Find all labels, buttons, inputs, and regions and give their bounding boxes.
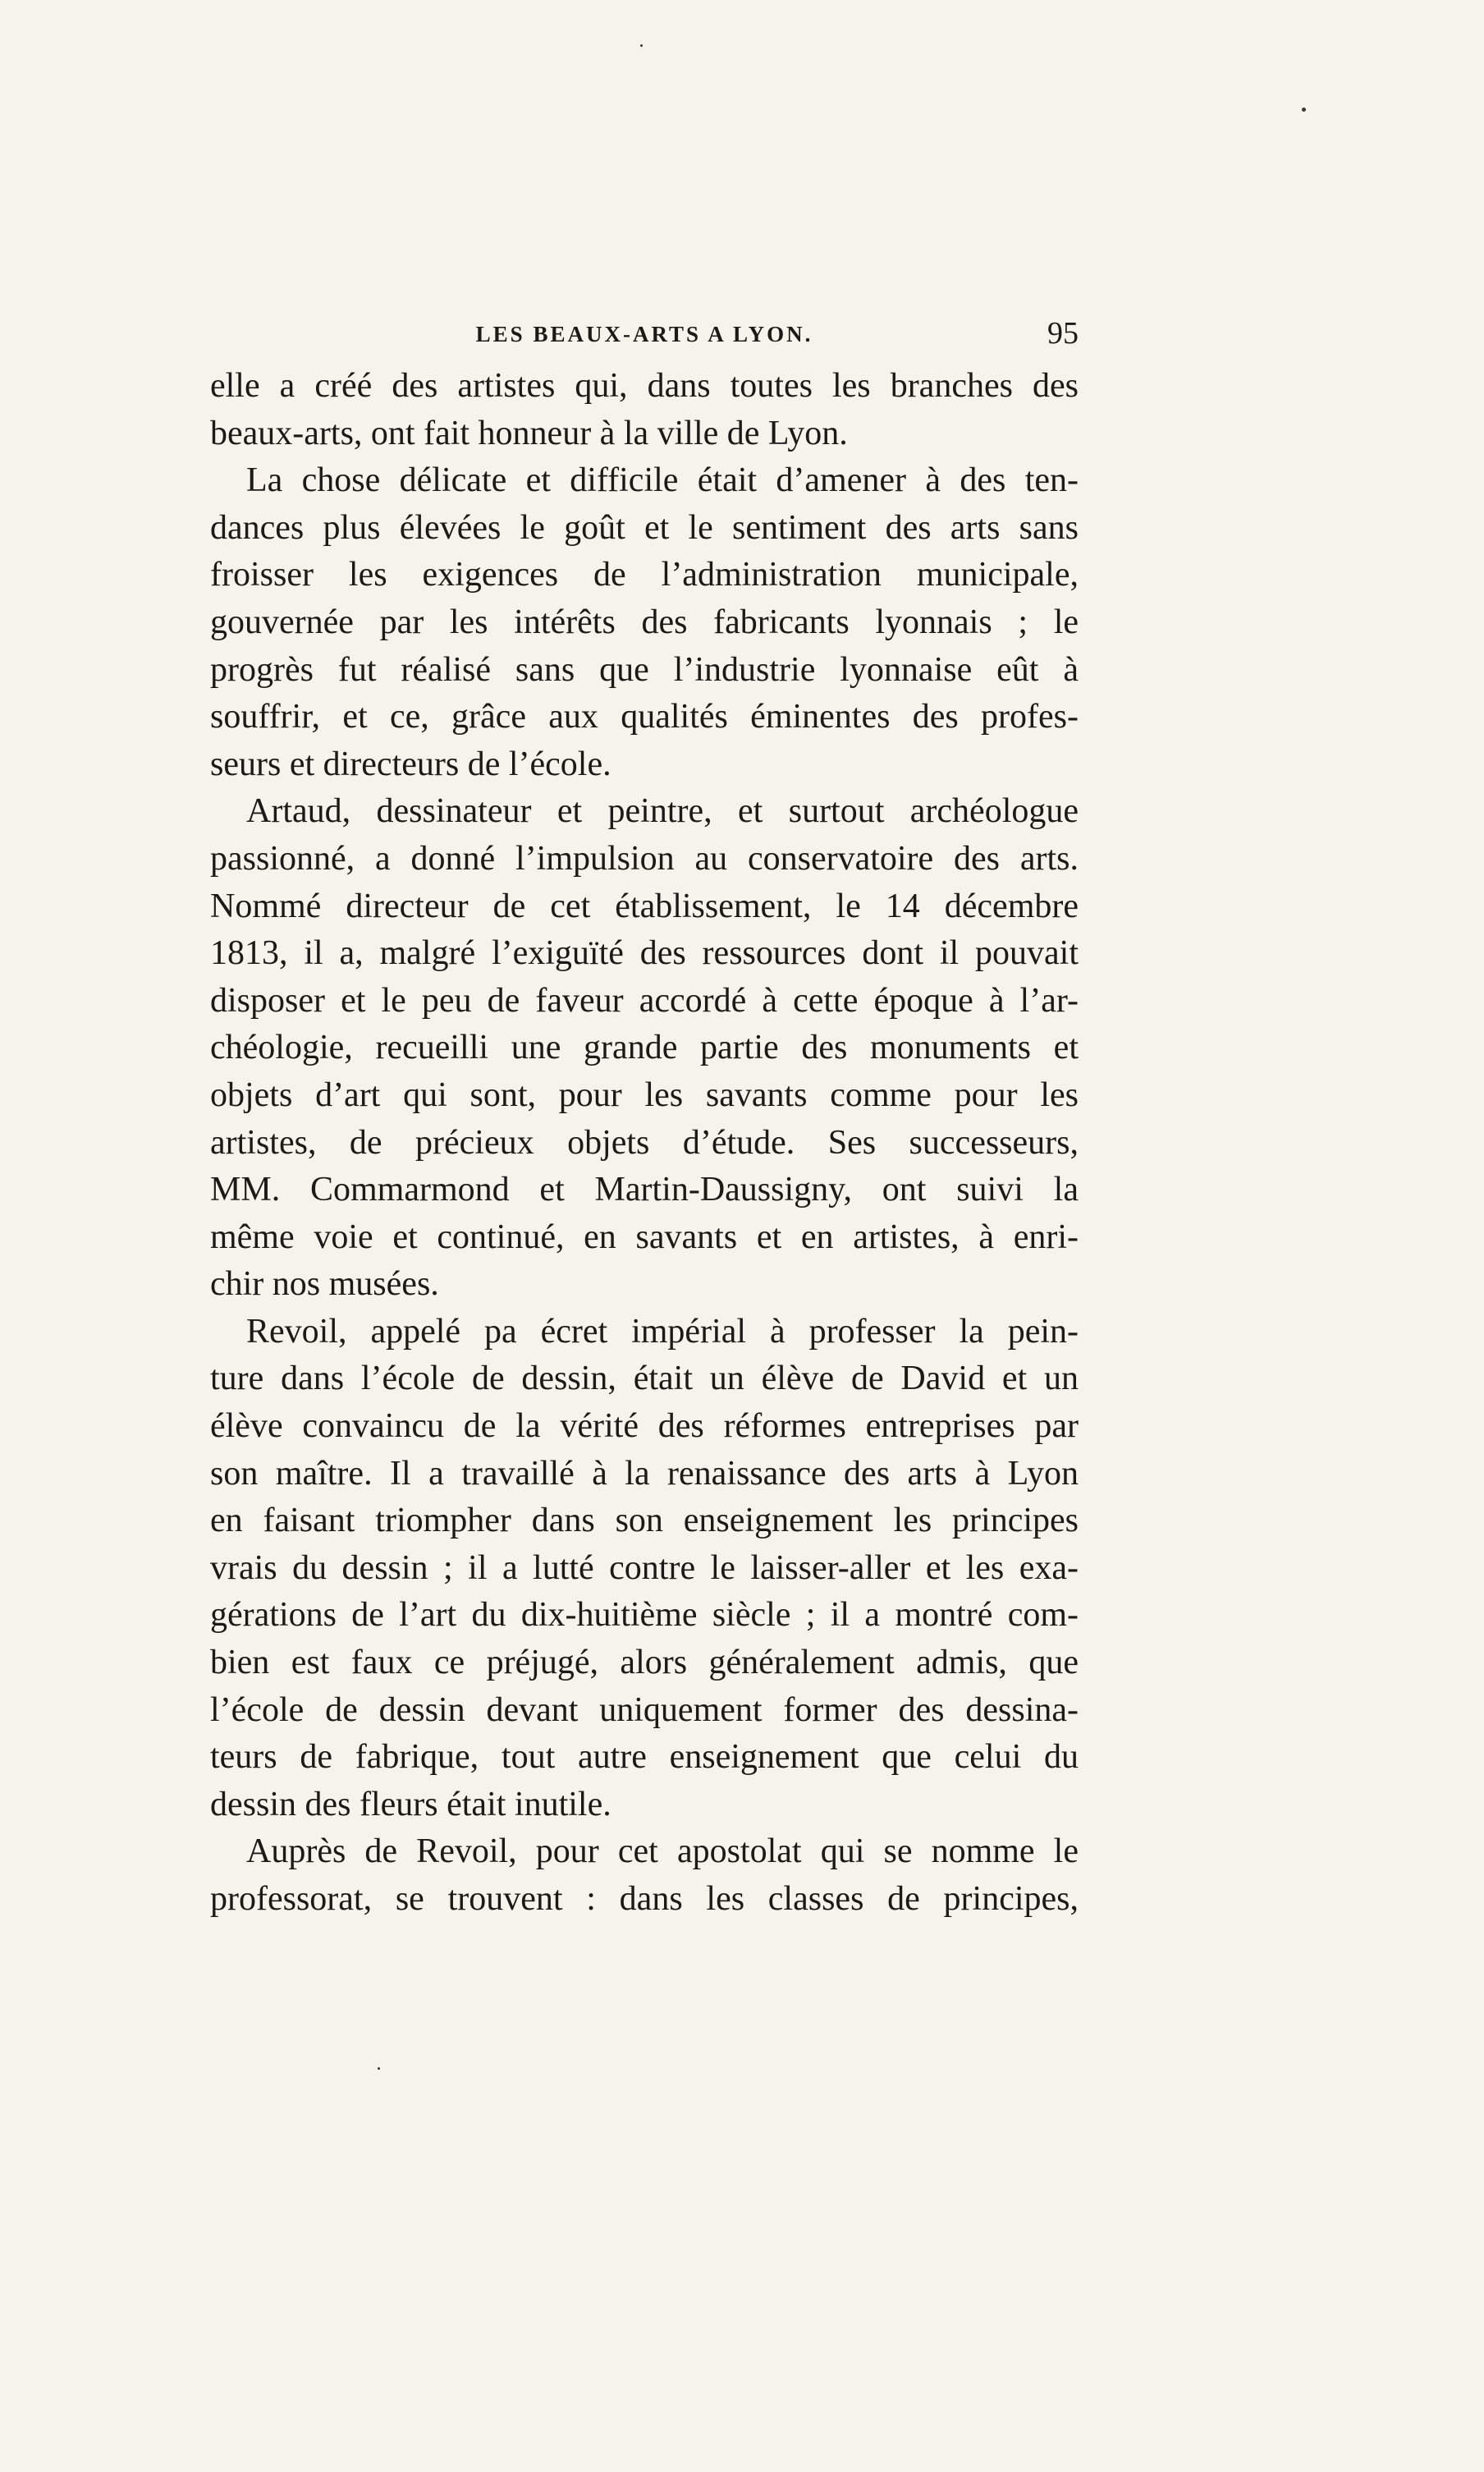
text-line: passionné, a donné l’impulsion au conservatoire des arts. (210, 839, 1079, 878)
text-line: disposer et le peu de faveur accordé à cette époque à l’ar- (210, 981, 1079, 1020)
text-line: MM. Commarmond et Martin-Daussigny, ont suivi la (210, 1171, 1079, 1209)
text-line: chéologie, recueilli une grande partie des monuments et (210, 1029, 1079, 1067)
text-line: même voie et continué, en savants et en artistes, à enri- (210, 1218, 1079, 1256)
text-line: seurs et directeurs de l’école. (210, 745, 611, 783)
text-line: froisser les exigences de l’administration municipale, (210, 556, 1079, 594)
text-line: bien est faux ce préjugé, alors généralement admis, que (210, 1644, 1079, 1682)
text-line: son maître. Il a travaillé à la renaissance des arts à Lyon (210, 1454, 1079, 1493)
page-header (210, 315, 1079, 358)
text-line: chir nos musées. (210, 1265, 439, 1304)
paper-speck (640, 44, 643, 47)
text-line: beaux-arts, ont fait honneur à la ville de Lyon. (210, 414, 848, 452)
body-text (210, 363, 1079, 1924)
text-line: elle a créé des artistes qui, dans toutes les branches des (210, 367, 1079, 405)
text-line: professorat, se trouvent : dans les classes de principes, (210, 1880, 1079, 1918)
text-line: objets d’art qui sont, pour les savants comme pour les (210, 1075, 1079, 1114)
text-line: en faisant triompher dans son enseignement les principes (210, 1502, 1079, 1540)
text-line: élève convaincu de la vérité des réformes entreprises par (210, 1407, 1079, 1446)
text-line: teurs de fabrique, tout autre enseignement que celui du (210, 1738, 1079, 1777)
text-line: progrès fut réalisé sans que l’industrie lyonnaise eût à (210, 650, 1079, 689)
text-line: dessin des fleurs était inutile. (210, 1785, 611, 1823)
text-line: ture dans l’école de dessin, était un élève de David et un (210, 1360, 1079, 1398)
text-line: La chose délicate et difficile était d’amener à des ten- (246, 461, 1079, 500)
text-line: l’école de dessin devant uniquement former des dessina- (210, 1690, 1079, 1729)
text-line: gouvernée par les intérêts des fabricants lyonnais ; le (210, 603, 1079, 641)
running-title: LES BEAUX-ARTS A LYON. (475, 322, 813, 346)
text-line: Revoil, appelé pa écret impérial à professer la pein- (246, 1312, 1079, 1351)
text-line: dances plus élevées le goût et le sentiment des arts sans (210, 508, 1079, 547)
text-line: Auprès de Revoil, pour cet apostolat qui se nomme le (246, 1832, 1079, 1871)
paragraph (210, 363, 1079, 457)
paragraph (210, 457, 1079, 788)
paper-speck (1302, 108, 1306, 112)
text-line: souffrir, et ce, grâce aux qualités éminentes des profes- (210, 698, 1079, 736)
page-number: 95 (1047, 316, 1079, 351)
text-line: vrais du dessin ; il a lutté contre le laisser-aller et les exa- (210, 1548, 1079, 1587)
text-line: gérations de l’art du dix-huitième siècle ; il a montré com- (210, 1596, 1079, 1635)
paragraph (210, 1309, 1079, 1829)
paragraph (210, 1828, 1079, 1923)
paragraph (210, 788, 1079, 1309)
text-line: Nommé directeur de cet établissement, le 14 décembre (210, 887, 1079, 925)
text-line: artistes, de précieux objets d’étude. Ses successeurs, (210, 1123, 1079, 1162)
text-line: 1813, il a, malgré l’exiguïté des ressources dont il pouvait (210, 934, 1079, 973)
text-line: Artaud, dessinateur et peintre, et surtout archéologue (246, 792, 1079, 831)
paper-speck (378, 2067, 380, 2070)
